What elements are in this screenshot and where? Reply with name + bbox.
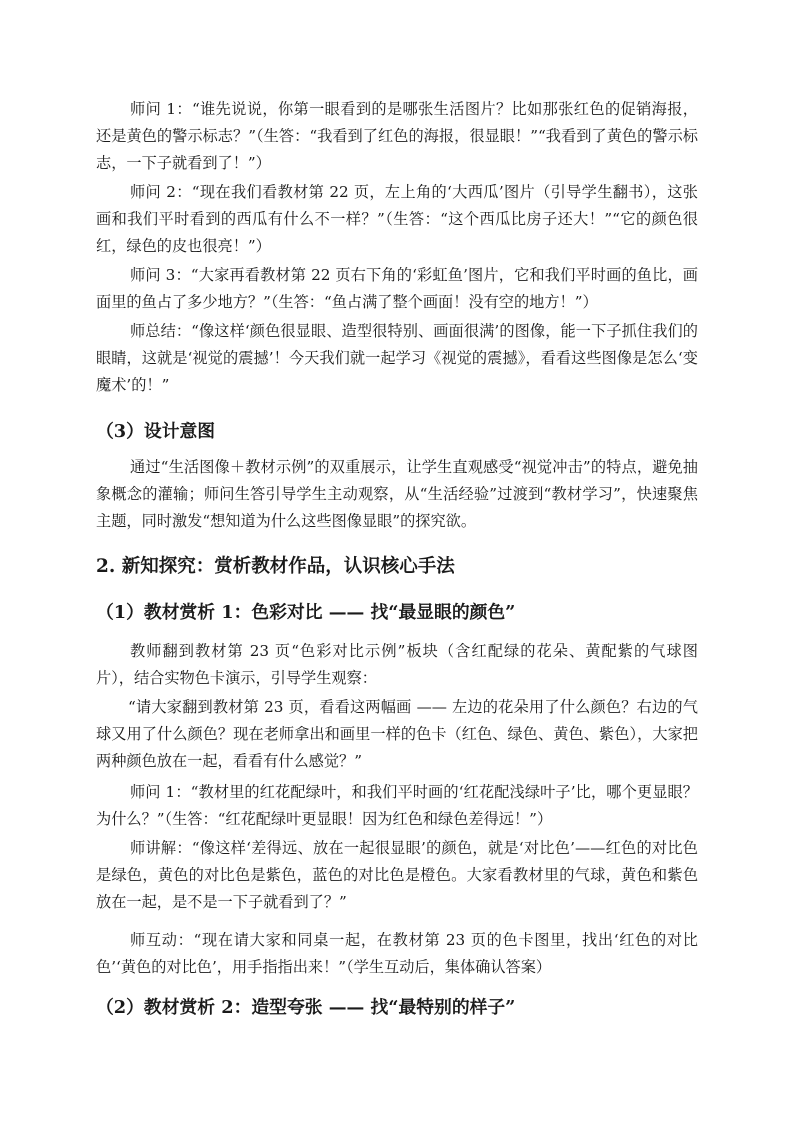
paragraph-teacher-question-2: 师问 2：“现在我们看教材第 22 页，左上角的‘大西瓜’图片（引导学生翻书），这张画和我们平时看到的西瓜有什么不一样？”（生答：“这个西瓜比房子还大！”“它的颜色很红，绿色的皮也很亮！”） [96, 183, 698, 255]
paragraph-teacher-question-3: 师问 3：“大家再看教材第 22 页右下角的‘彩虹鱼’图片，它和我们平时画的鱼比，画面里的鱼占了多少地方？”（生答：“鱼占满了整个画面！没有空的地方！”） [96, 266, 698, 311]
heading-appreciation-1: （1）教材赏析 1：色彩对比 —— 找“最显眼的颜色” [96, 602, 516, 623]
heading-appreciation-2: （2）教材赏析 2：造型夸张 —— 找“最特别的样子” [96, 997, 516, 1018]
paragraph-teacher-interact: 师互动：“现在请大家和同桌一起，在教材第 23 页的色卡图里，找出‘红色的对比色’‘黄色的对比色’，用手指指出来！”（学生互动后，集体确认答案） [96, 931, 698, 976]
paragraph-question-1: 师问 1：“教材里的红花配绿叶，和我们平时画的‘红花配浅绿叶子’比，哪个更显眼？为什么？”（生答：“红花配绿叶更显眼！因为红色和绿色差得远！”） [96, 783, 698, 828]
paragraph-teacher-summary: 师总结：“像这样‘颜色很显眼、造型很特别、画面很满’的图像，能一下子抓住我们的眼睛，这就是‘视觉的震撼’！今天我们就一起学习《视觉的震撼》，看看这些图像是怎么‘变魔术’的！” [96, 322, 698, 394]
paragraph-design-intent: 通过“生活图像＋教材示例”的双重展示，让学生直观感受“视觉冲击”的特点，避免抽象概念的灌输；师问生答引导学生主动观察，从“生活经验”过渡到“教材学习”，快速聚焦主题，同时激发“想知道为什么这些图像显眼”的探究欲。 [96, 458, 698, 530]
heading-section-2: 2. 新知探究：赏析教材作品，认识核心手法 [96, 556, 455, 577]
paragraph-teacher-prompt: “请大家翻到教材第 23 页，看看这两幅画 —— 左边的花朵用了什么颜色？右边的气球又用了什么颜色？现在老师拿出和画里一样的色卡（红色、绿色、黄色、紫色），大家把两种颜色放在一起，看看有什么感觉？” [96, 698, 698, 770]
paragraph-teacher-demo: 教师翻到教材第 23 页“色彩对比示例”板块（含红配绿的花朵、黄配紫的气球图片），结合实物色卡演示，引导学生观察： [96, 642, 698, 687]
paragraph-teacher-question-1: 师问 1：“谁先说说，你第一眼看到的是哪张生活图片？比如那张红色的促销海报，还是黄色的警示标志？”（生答：“我看到了红色的海报，很显眼！”“我看到了黄色的警示标志，一下子就看到了！”） [96, 100, 698, 172]
paragraph-teacher-explain: 师讲解：“像这样‘差得远、放在一起很显眼’的颜色，就是‘对比色’——红色的对比色是绿色，黄色的对比色是紫色，蓝色的对比色是橙色。大家看教材里的气球，黄色和紫色放在一起，是不是一下子就看到了？” [96, 839, 698, 911]
heading-design-intent: （3）设计意图 [96, 421, 216, 442]
